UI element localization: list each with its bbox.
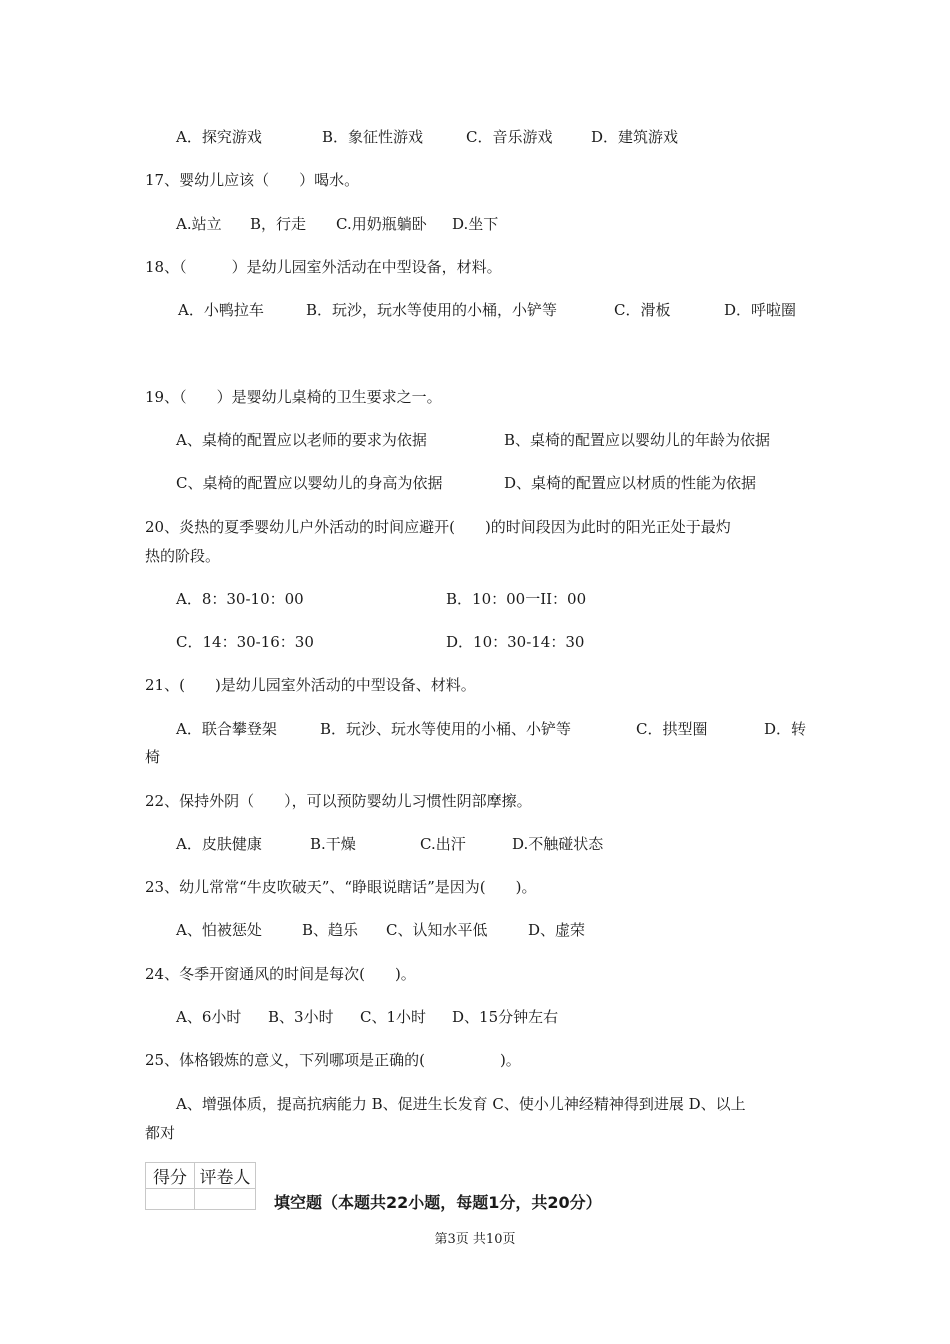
q18-option-d: D．呼啦圈 [724, 301, 797, 319]
q18-question: 18、（ ）是幼儿园室外活动在中型设备，材料。 [145, 258, 502, 276]
q17-option-c: C.用奶瓶躺卧 [336, 215, 427, 233]
q16-option-a: A．探究游戏 [176, 128, 262, 146]
q23-option-b: B、趋乐 [302, 921, 359, 939]
q22-question: 22、保持外阴（ ），可以预防婴幼儿习惯性阴部摩擦。 [145, 792, 532, 810]
q25-options-wrap: 都对 [145, 1124, 176, 1142]
q16-option-c: C．音乐游戏 [466, 128, 553, 146]
q22-option-b: B.干燥 [310, 835, 356, 853]
q24-option-c: C、1小时 [360, 1008, 427, 1026]
q22-option-a: A．皮肤健康 [176, 835, 262, 853]
q23-option-d: D、虚荣 [528, 921, 586, 939]
q21-question: 21、( )是幼儿园室外活动的中型设备、材料。 [145, 676, 476, 694]
q23-option-a: A、怕被惩处 [176, 921, 262, 939]
q24-option-d: D、15分钟左右 [452, 1008, 559, 1026]
q19-option-d: D、桌椅的配置应以材质的性能为依据 [504, 474, 757, 492]
q18-option-c: C．滑板 [614, 301, 671, 319]
q21-option-d: D．转 [764, 720, 807, 738]
q24-question: 24、冬季开窗通风的时间是每次( )。 [145, 965, 416, 983]
q21-option-a: A．联合攀登架 [176, 720, 277, 738]
q20-option-c: C．14：30-16：30 [176, 633, 314, 651]
q17-option-d: D.坐下 [452, 215, 499, 233]
q18-option-a: A．小鸭拉车 [178, 301, 264, 319]
q17-option-b: B，行走 [250, 215, 307, 233]
q20-question-line2: 热的阶段。 [145, 547, 221, 565]
q21-option-d-wrap: 椅 [145, 748, 161, 766]
q24-option-b: B、3小时 [268, 1008, 334, 1026]
q16-option-d: D．建筑游戏 [591, 128, 679, 146]
q20-question-line1: 20、炎热的夏季婴幼儿户外活动的时间应避开( )的时间段因为此时的阳光正处于最灼 [145, 518, 731, 536]
grader-cell [195, 1189, 256, 1210]
q23-option-c: C、认知水平低 [386, 921, 488, 939]
q21-option-b: B．玩沙、玩水等使用的小桶、小铲等 [320, 720, 572, 738]
q20-option-b: B．10：00一II：00 [446, 590, 587, 608]
q19-option-b: B、桌椅的配置应以婴幼儿的年龄为依据 [504, 431, 771, 449]
q16-option-b: B．象征性游戏 [322, 128, 424, 146]
q17-question: 17、婴幼儿应该（ ）喝水。 [145, 171, 360, 189]
q23-question: 23、幼儿常常“牛皮吹破天”、“睁眼说瞎话”是因为( )。 [145, 878, 537, 896]
score-box [145, 1162, 256, 1210]
q19-question: 19、（ ）是婴幼儿桌椅的卫生要求之一。 [145, 388, 442, 406]
q17-option-a: A.站立 [176, 215, 222, 233]
section-title: 填空题（本题共22小题，每题1分，共20分） [274, 1193, 602, 1212]
q21-option-c: C．拱型圈 [636, 720, 708, 738]
q20-option-d: D．10：30-14：30 [446, 633, 585, 651]
q20-option-a: A．8：30-10：00 [176, 590, 304, 608]
score-cell [146, 1189, 195, 1210]
score-label: 得分 [146, 1163, 195, 1189]
q18-option-b: B．玩沙，玩水等使用的小桶，小铲等 [306, 301, 558, 319]
q19-option-c: C、桌椅的配置应以婴幼儿的身高为依据 [176, 474, 443, 492]
grader-label: 评卷人 [195, 1163, 256, 1189]
q25-options-line: A、增强体质，提高抗病能力 B、促进生长发育 C、使小儿神经精神得到进展 D、以上 [176, 1095, 746, 1113]
q19-option-a: A、桌椅的配置应以老师的要求为依据 [176, 431, 427, 449]
q22-option-c: C.出汗 [420, 835, 466, 853]
q24-option-a: A、6小时 [176, 1008, 242, 1026]
page-footer: 第3页 共10页 [434, 1232, 516, 1247]
q25-question: 25、体格锻炼的意义，下列哪项是正确的( )。 [145, 1051, 521, 1069]
q22-option-d: D.不触碰状态 [512, 835, 604, 853]
